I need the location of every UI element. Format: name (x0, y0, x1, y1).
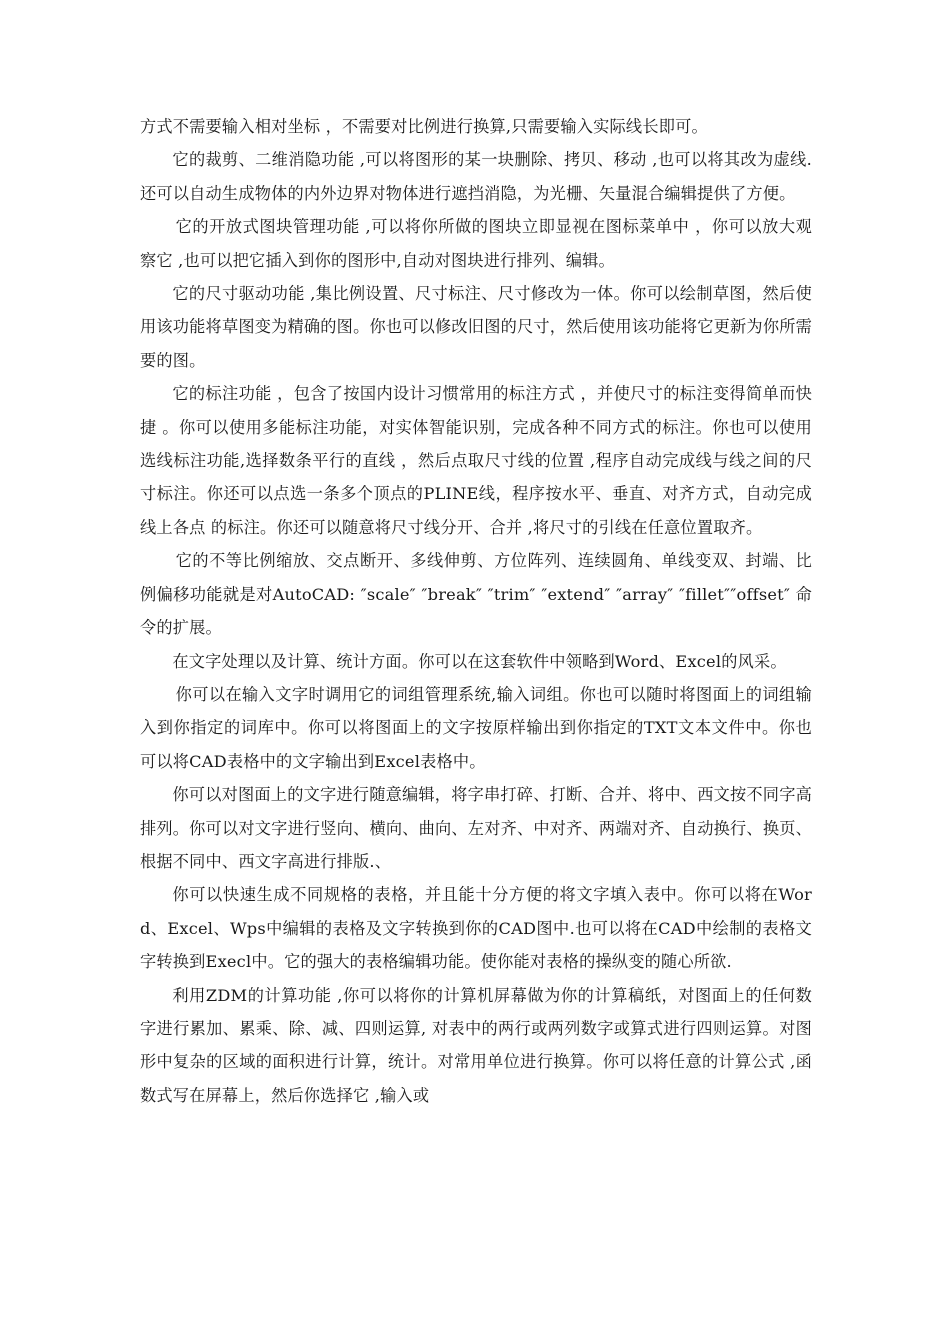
paragraph-5: 它的标注功能 ，包含了按国内设计习惯常用的标注方式 ，并使尺寸的标注变得简单而快捷 。你可以使用多能标注功能，对实体智能识别，完成各种不同方式的标注。你也可以使用选线标注功能,选择数条平行的直线 ，然后点取尺寸线的位置 ,程序自动完成线与线之间的尺寸标注。你还可以点选一条多个顶点的PLINE线，程序按水平、垂直、对齐方式，自动完成线上各点 的标注。你还可以随意将尺寸线分开、合并 ,将尺寸的引线在任意位置取齐。 (140, 384, 812, 537)
paragraph-9: 你可以对图面上的文字进行随意编辑，将字串打碎、打断、合并、将中、西文按不同字高排列。你可以对文字进行竖向、横向、曲向、左对齐、中对齐、两端对齐、自动换行、换页、根据不同中、西文字高进行排版.、 (140, 785, 812, 871)
paragraph-10: 你可以快速生成不同规格的表格，并且能十分方便的将文字填入表中。你可以将在Word、Excel、Wps中编辑的表格及文字转换到你的CAD图中.也可以将在CAD中绘制的表格文字转换到Execl中。它的强大的表格编辑功能。使你能对表格的操纵变的随心所欲. (140, 885, 812, 972)
paragraph-11: 利用ZDM的计算功能 ,你可以将你的计算机屏幕做为你的计算稿纸，对图面上的任何数字进行累加、累乘、除、减、四则运算, 对表中的两行或两列数字或算式进行四则运算。对图形中复杂的区域的面积进行计算，统计。对常用单位进行换算。你可以将任意的计算公式 ,函数式写在屏幕上，然后你选择它 ,输入或 (140, 985, 812, 1105)
paragraph-2: 它的裁剪、二维消隐功能 ,可以将图形的某一块删除、拷贝、移动 ,也可以将其改为虚线.还可以自动生成物体的内外边界对物体进行遮挡消隐，为光栅、矢量混合编辑提供了方便。 (140, 150, 812, 203)
paragraph-1: 方式不需要输入相对坐标 ，不需要对比例进行换算,只需要输入实际线长即可。 (140, 117, 708, 136)
paragraph-3: 它的开放式图块管理功能 ,可以将你所做的图块立即显视在图标菜单中 ，你可以放大观察它 ,也可以把它插入到你的图形中,自动对图块进行排列、编辑。 (140, 217, 812, 270)
paragraph-6: 它的不等比例缩放、交点断开、多线伸剪、方位阵列、连续圆角、单线变双、封端、比例偏移功能就是对AutoCAD: ″scale″ ″break″ ″trim″ ″extend″ ″array″ ″fillet″″offset″ 命令的扩展。 (140, 551, 812, 638)
document-page (140, 110, 812, 1112)
paragraph-7: 在文字处理以及计算、统计方面。你可以在这套软件中领略到Word、Excel的风采。 (172, 651, 787, 671)
paragraph-4: 它的尺寸驱动功能 ,集比例设置、尺寸标注、尺寸修改为一体。你可以绘制草图，然后使用该功能将草图变为精确的图。你也可以修改旧图的尺寸，然后使用该功能将它更新为你所需要的图。 (140, 284, 812, 370)
paragraph-8: 你可以在输入文字时调用它的词组管理系统,输入词组。你也可以随时将图面上的词组输入到你指定的词库中。你可以将图面上的文字按原样输出到你指定的TXT文本文件中。你也可以将CAD表格中的文字输出到Excel表格中。 (140, 684, 812, 771)
